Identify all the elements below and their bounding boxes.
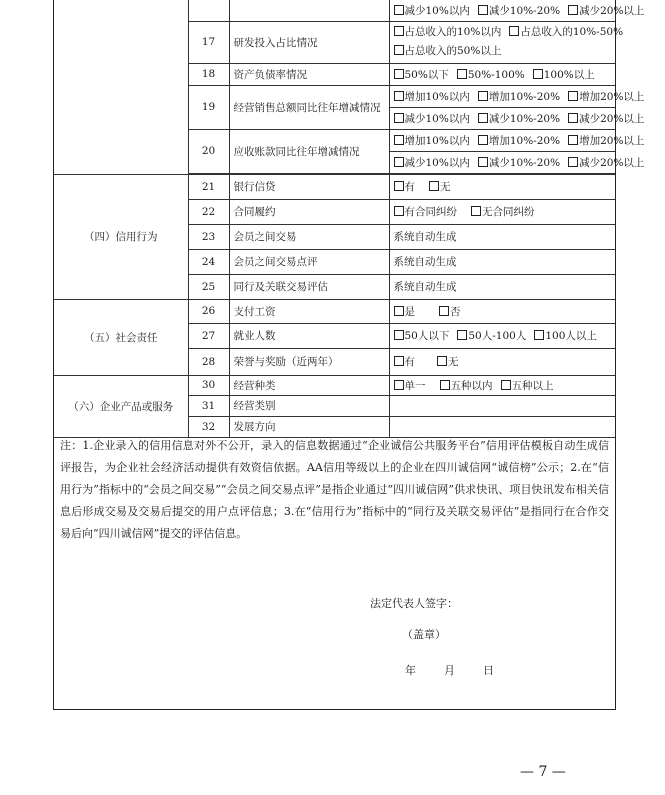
checkbox-option[interactable]: 减少20%以上 xyxy=(568,5,644,17)
indicator-name: 经营类别 xyxy=(229,395,389,416)
table-row xyxy=(54,174,615,199)
row-number: 25 xyxy=(188,274,229,299)
date-year-label: 年 xyxy=(405,664,416,677)
checkbox-icon xyxy=(394,5,404,15)
option-group xyxy=(389,129,645,151)
checkbox-option[interactable]: 增加20%以上 xyxy=(568,91,644,103)
checkbox-icon xyxy=(457,330,467,340)
option-group xyxy=(389,63,615,85)
indicator-name: 银行信贷 xyxy=(229,174,389,199)
option-group xyxy=(389,323,615,348)
checkbox-option[interactable]: 50%-100% xyxy=(457,69,525,81)
checkbox-option[interactable]: 增加20%以上 xyxy=(568,135,644,147)
option-group xyxy=(389,348,615,375)
checkbox-icon xyxy=(533,69,543,79)
checkbox-option[interactable]: 减少10%-20% xyxy=(478,5,560,17)
row-number: 31 xyxy=(188,395,229,416)
row-number: 19 xyxy=(188,85,229,129)
notes-paragraph: 注：1.企业录入的信用信息对外不公开，录入的信息数据通过“企业诚信公共服务平台”信用评估模板自动生成信评报告，为企业社会经济活动提供有效资信依据。AA信用等级以上的企业在四川诚信网“诚信榜”公示；2.在“信用行为”指标中的“会员之间交易”“会员之间交易点评”是指企业通过“四川诚信网”供求快讯、项目快讯发布相关信息后形成交易及交易后提交的用户点评信息；3.在“信用行为”指标中的“同行及关联交易评估”是指同行在合作交易后向“四川诚信网”提交的评估信息。 xyxy=(60,439,609,540)
indicator-name: 会员之间交易 xyxy=(229,224,389,249)
table-row xyxy=(54,0,615,21)
checkbox-option[interactable]: 100%以上 xyxy=(533,69,595,81)
checkbox-icon xyxy=(394,206,404,216)
checkbox-option[interactable]: 否 xyxy=(439,306,461,318)
checkbox-option[interactable]: 无 xyxy=(437,356,459,368)
auto-value: 系统自动生成 xyxy=(389,274,615,299)
checkbox-option[interactable]: 减少10%以内 xyxy=(394,157,470,169)
option-group xyxy=(389,151,645,173)
indicator-name: 应收账款同比往年增减情况 xyxy=(229,129,389,173)
checkbox-option[interactable]: 占总收入的10%-50% xyxy=(509,26,623,38)
checkbox-icon xyxy=(394,356,404,366)
checkbox-icon xyxy=(568,5,578,15)
checkbox-icon xyxy=(429,181,439,191)
indicator-name: 荣誉与奖励（近两年） xyxy=(229,348,389,375)
checkbox-icon xyxy=(509,26,519,36)
indicator-name: 就业人数 xyxy=(229,323,389,348)
checkbox-icon xyxy=(394,380,404,390)
checkbox-option[interactable]: 50人以下 xyxy=(394,330,450,342)
checkbox-icon xyxy=(394,26,404,36)
checkbox-icon xyxy=(394,45,404,55)
checkbox-option[interactable]: 有 xyxy=(394,181,416,193)
indicator-name: 支付工资 xyxy=(229,299,389,323)
checkbox-option[interactable]: 增加10%以内 xyxy=(394,135,470,147)
category-products-services: （六）企业产品或服务 xyxy=(54,375,188,437)
row-number: 22 xyxy=(188,199,229,224)
auto-value: 系统自动生成 xyxy=(389,224,615,249)
checkbox-option[interactable]: 占总收入的50%以上 xyxy=(394,45,502,57)
checkbox-icon xyxy=(437,356,447,366)
checkbox-option[interactable]: 减少20%以上 xyxy=(568,113,644,125)
checkbox-option[interactable]: 五种以上 xyxy=(501,380,554,392)
date-month-label: 月 xyxy=(444,664,455,677)
row-number: 28 xyxy=(188,348,229,375)
row-number: 26 xyxy=(188,299,229,323)
indicator-name: 经营种类 xyxy=(229,375,389,395)
checkbox-option[interactable]: 单一 xyxy=(394,380,426,392)
checkbox-option[interactable]: 减少10%-20% xyxy=(478,113,560,125)
checkbox-icon xyxy=(568,135,578,145)
row-number: 32 xyxy=(188,416,229,437)
checkbox-icon xyxy=(478,135,488,145)
row-number: 23 xyxy=(188,224,229,249)
checkbox-icon xyxy=(534,330,544,340)
checkbox-icon xyxy=(439,306,449,316)
checkbox-option[interactable]: 100人以上 xyxy=(534,330,597,342)
row-number: 27 xyxy=(188,323,229,348)
row-number: 30 xyxy=(188,375,229,395)
checkbox-icon xyxy=(471,206,481,216)
date-day-label: 日 xyxy=(483,664,494,677)
option-group xyxy=(389,107,645,129)
checkbox-option[interactable]: 减少10%以内 xyxy=(394,113,470,125)
checkbox-option[interactable]: 50人-100人 xyxy=(457,330,526,342)
seal-label: （盖章） xyxy=(402,628,446,641)
option-group xyxy=(389,299,615,323)
option-group xyxy=(389,174,615,199)
checkbox-option[interactable]: 增加10%-20% xyxy=(478,135,560,147)
option-group xyxy=(389,0,645,21)
checkbox-icon xyxy=(478,157,488,167)
checkbox-option[interactable]: 增加10%-20% xyxy=(478,91,560,103)
checkbox-option[interactable]: 减少10%以内 xyxy=(394,5,470,17)
checkbox-icon xyxy=(568,113,578,123)
checkbox-icon xyxy=(394,135,404,145)
checkbox-icon xyxy=(394,157,404,167)
development-direction-field[interactable] xyxy=(389,416,615,437)
indicator-name: 经营销售总额同比往年增减情况 xyxy=(229,85,389,129)
category-credit-behavior: （四）信用行为 xyxy=(54,174,188,299)
checkbox-icon xyxy=(440,380,450,390)
indicator-name: 同行及关联交易评估 xyxy=(229,274,389,299)
business-category-field[interactable] xyxy=(389,395,615,416)
table-row xyxy=(54,299,615,323)
row-number: 18 xyxy=(188,63,229,85)
checkbox-option[interactable]: 减少10%-20% xyxy=(478,157,560,169)
indicator-name: 资产负债率情况 xyxy=(229,63,389,85)
row-number: 21 xyxy=(188,174,229,199)
checkbox-icon xyxy=(394,69,404,79)
checkbox-icon xyxy=(501,380,511,390)
credit-form-sheet xyxy=(53,0,645,710)
option-group xyxy=(389,85,645,107)
checkbox-icon xyxy=(568,91,578,101)
indicator-name: 合同履约 xyxy=(229,199,389,224)
checkbox-option[interactable]: 50%以下 xyxy=(394,69,449,81)
option-group xyxy=(389,199,615,224)
checkbox-icon xyxy=(478,5,488,15)
checkbox-icon xyxy=(457,69,467,79)
indicator-name: 会员之间交易点评 xyxy=(229,249,389,274)
auto-value: 系统自动生成 xyxy=(389,249,615,274)
checkbox-option[interactable]: 减少20%以上 xyxy=(568,157,644,169)
checkbox-option[interactable]: 五种以内 xyxy=(440,380,493,392)
checkbox-icon xyxy=(478,91,488,101)
checkbox-icon xyxy=(394,306,404,316)
checkbox-option[interactable]: 增加10%以内 xyxy=(394,91,470,103)
checkbox-option[interactable]: 有 xyxy=(394,356,416,368)
legal-representative-signature-label: 法定代表人签字： xyxy=(370,597,458,610)
checkbox-icon xyxy=(394,181,404,191)
checkbox-icon xyxy=(394,330,404,340)
checkbox-icon xyxy=(568,157,578,167)
checkbox-icon xyxy=(394,91,404,101)
signature-date xyxy=(405,662,494,678)
checkbox-icon xyxy=(394,113,404,123)
checkbox-option[interactable]: 是 xyxy=(394,306,416,318)
indicator-name: 研发投入占比情况 xyxy=(229,21,389,63)
row-number: 20 xyxy=(188,129,229,173)
row-number: 17 xyxy=(188,21,229,63)
credit-indicator-table xyxy=(54,0,645,438)
category-social-responsibility: （五）社会责任 xyxy=(54,299,188,375)
option-group xyxy=(389,21,624,63)
checkbox-option[interactable]: 无合同纠纷 xyxy=(471,206,535,218)
category-cell-empty xyxy=(54,0,188,174)
row-number: 24 xyxy=(188,249,229,274)
page-number: — 7 — xyxy=(520,764,566,780)
checkbox-icon xyxy=(478,113,488,123)
option-group xyxy=(389,375,615,395)
indicator-name: 发展方向 xyxy=(229,416,389,437)
checkbox-option[interactable]: 无 xyxy=(429,181,451,193)
checkbox-option[interactable]: 有合同纠纷 xyxy=(394,206,458,218)
table-row xyxy=(54,375,615,395)
checkbox-option[interactable]: 占总收入的10%以内 xyxy=(394,26,502,38)
